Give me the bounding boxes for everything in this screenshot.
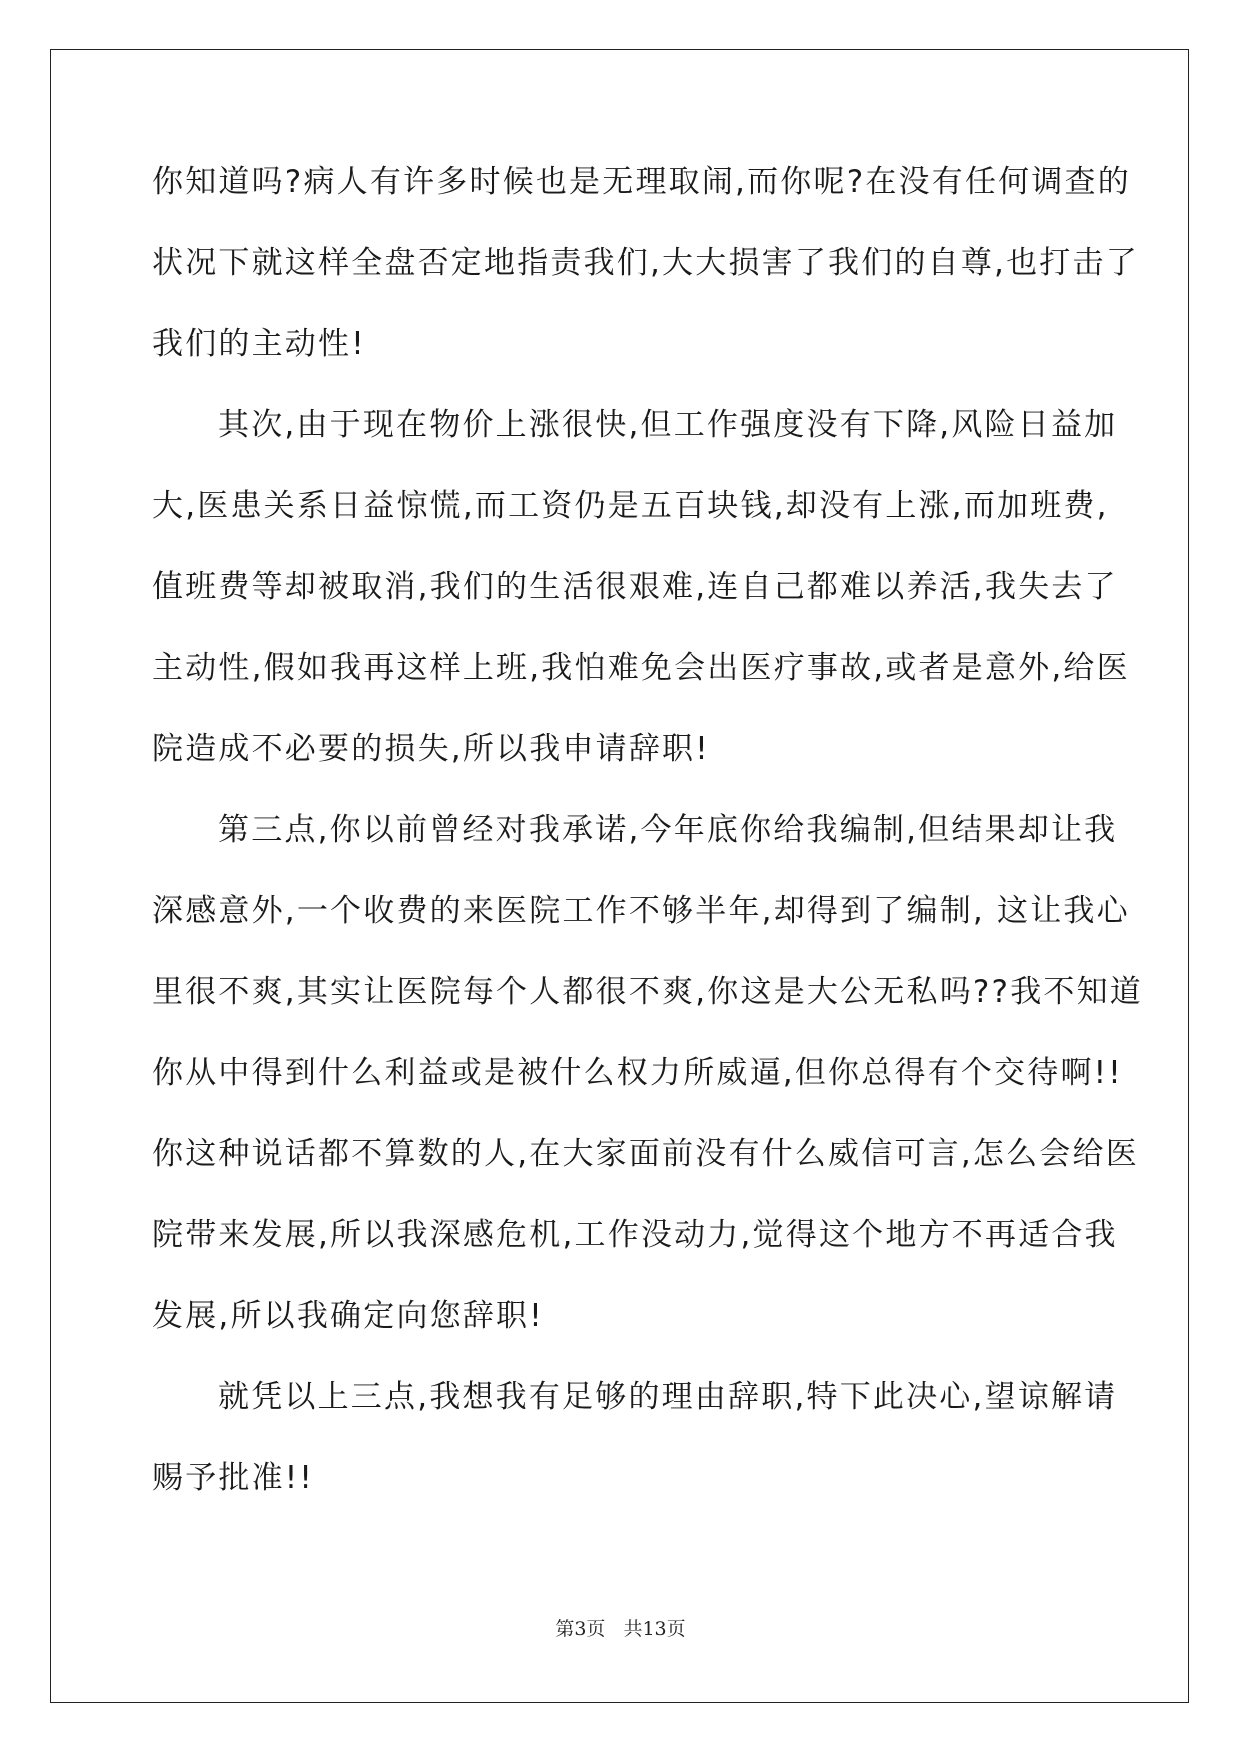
text-line: 其次,由于现在物价上涨很快,但工作强度没有下降,风险日益加	[218, 407, 1118, 443]
text-line: 深感意外,一个收费的来医院工作不够半年,却得到了编制, 这让我心	[152, 893, 1130, 929]
text-line: 大,医患关系日益惊慌,而工资仍是五百块钱,却没有上涨,而加班费,	[152, 488, 1109, 524]
text-line: 就凭以上三点,我想我有足够的理由辞职,特下此决心,望谅解请	[218, 1379, 1118, 1415]
text-line: 值班费等却被取消,我们的生活很艰难,连自己都难以养活,我失去了	[152, 569, 1118, 605]
text-line: 你从中得到什么利益或是被什么权力所威逼,但你总得有个交待啊!!	[152, 1055, 1123, 1091]
text-line: 院造成不必要的损失,所以我申请辞职!	[152, 731, 710, 767]
text-line: 我们的主动性!	[152, 326, 366, 362]
document-body	[152, 156, 1144, 1533]
page-footer	[0, 1614, 1241, 1641]
text-line: 第三点,你以前曾经对我承诺,今年底你给我编制,但结果却让我	[218, 812, 1118, 848]
text-line: 赐予批准!!	[152, 1460, 315, 1496]
text-line: 里很不爽,其实让医院每个人都很不爽,你这是大公无私吗??我不知道	[152, 974, 1144, 1010]
page-number-current: 第3页	[555, 1618, 606, 1640]
page-number-total: 共13页	[623, 1618, 686, 1640]
text-line: 院带来发展,所以我深感危机,工作没动力,觉得这个地方不再适合我	[152, 1217, 1118, 1253]
text-line: 状况下就这样全盘否定地指责我们,大大损害了我们的自尊,也打击了	[152, 245, 1139, 281]
text-line: 主动性,假如我再这样上班,我怕难免会出医疗事故,或者是意外,给医	[152, 650, 1130, 686]
text-line: 发展,所以我确定向您辞职!	[152, 1298, 544, 1334]
text-line: 你这种说话都不算数的人,在大家面前没有什么威信可言,怎么会给医	[152, 1136, 1139, 1172]
text-line: 你知道吗?病人有许多时候也是无理取闹,而你呢?在没有任何调查的	[152, 164, 1131, 200]
